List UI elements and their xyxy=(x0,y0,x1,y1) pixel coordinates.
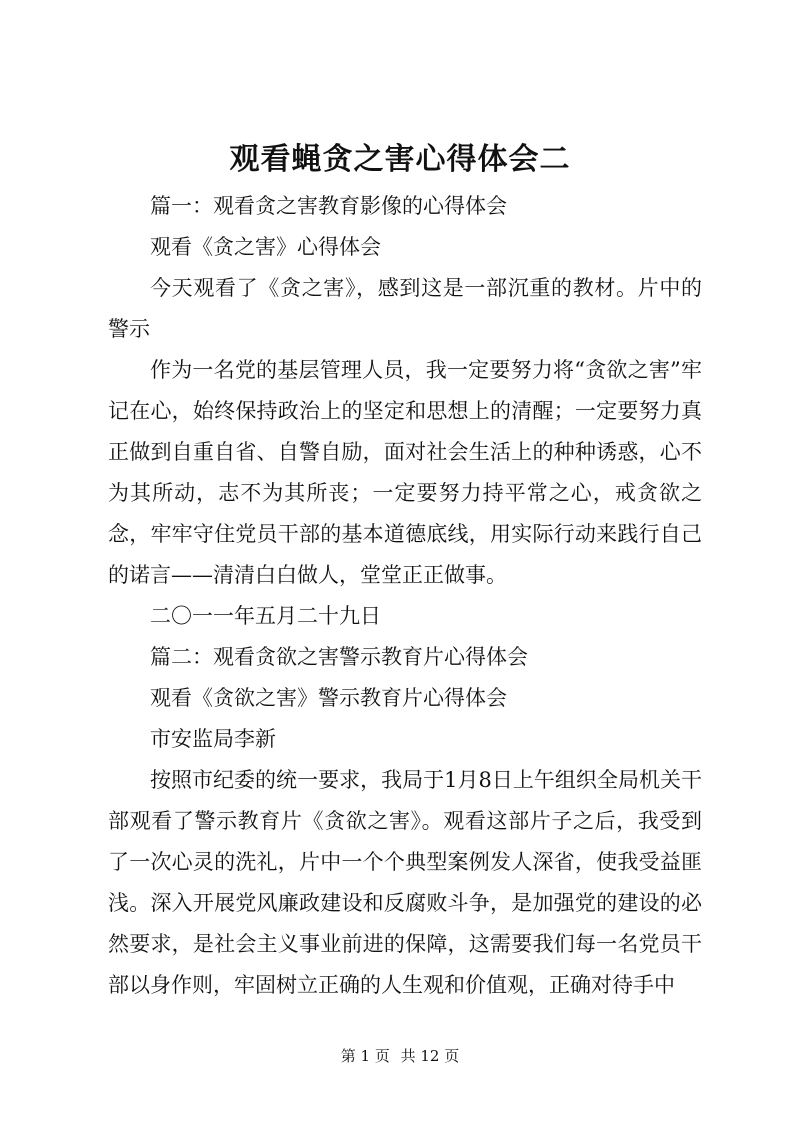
paragraph-author: 市安监局李新 xyxy=(150,727,276,751)
paragraph-date: 二〇一一年五月二十九日 xyxy=(150,604,381,628)
paragraph-subtitle-one: 观看《贪之害》心得体会 xyxy=(150,235,381,259)
paragraph-main-body: 按照市纪委的统一要求，我局于1月8日上午组织全局机关干部观看了警示教育片《贪欲之害》。观看这部片子之后，我受到了一次心灵的洗礼，片中一个个典型案例发人深省，使我受益匪浅。深入开展党风廉政建设和反腐败斗争，是加强党的建设的必然要求，是社会主义事业前进的保障，这需要我们每一名党员干部以身作则，牢固树立正确的人生观和价值观，正确对待手中 xyxy=(108,768,702,997)
document-title: 观看蝇贪之害心得体会二 xyxy=(229,142,571,177)
paragraph-section-one-heading: 篇一：观看贪之害教育影像的心得体会 xyxy=(150,194,507,218)
paragraph-commitment: 作为一名党的基层管理人员，我一定要努力将“贪欲之害”牢记在心，始终保持政治上的坚定和思想上的清醒；一定要努力真正做到自重自省、自警自励，面对社会生活上的种种诱惑，心不为其所动，志不为其所丧；一定要努力持平常之心，戒贪欲之念，牢牢守住党员干部的基本道德底线，用实际行动来践行自己的诺言——清清白白做人，堂堂正正做事。 xyxy=(108,358,702,587)
paragraph-intro: 今天观看了《贪之害》，感到这是一部沉重的教材。片中的警示 xyxy=(108,276,702,341)
page-total: 共 12 页 xyxy=(400,1047,460,1065)
paragraph-subtitle-two: 观看《贪欲之害》警示教育片心得体会 xyxy=(150,686,507,710)
paragraph-section-two-heading: 篇二：观看贪欲之害警示教育片心得体会 xyxy=(150,645,528,669)
document-body xyxy=(108,186,702,1006)
page-footer xyxy=(0,1046,800,1066)
page-number: 第 1 页 xyxy=(340,1047,390,1065)
